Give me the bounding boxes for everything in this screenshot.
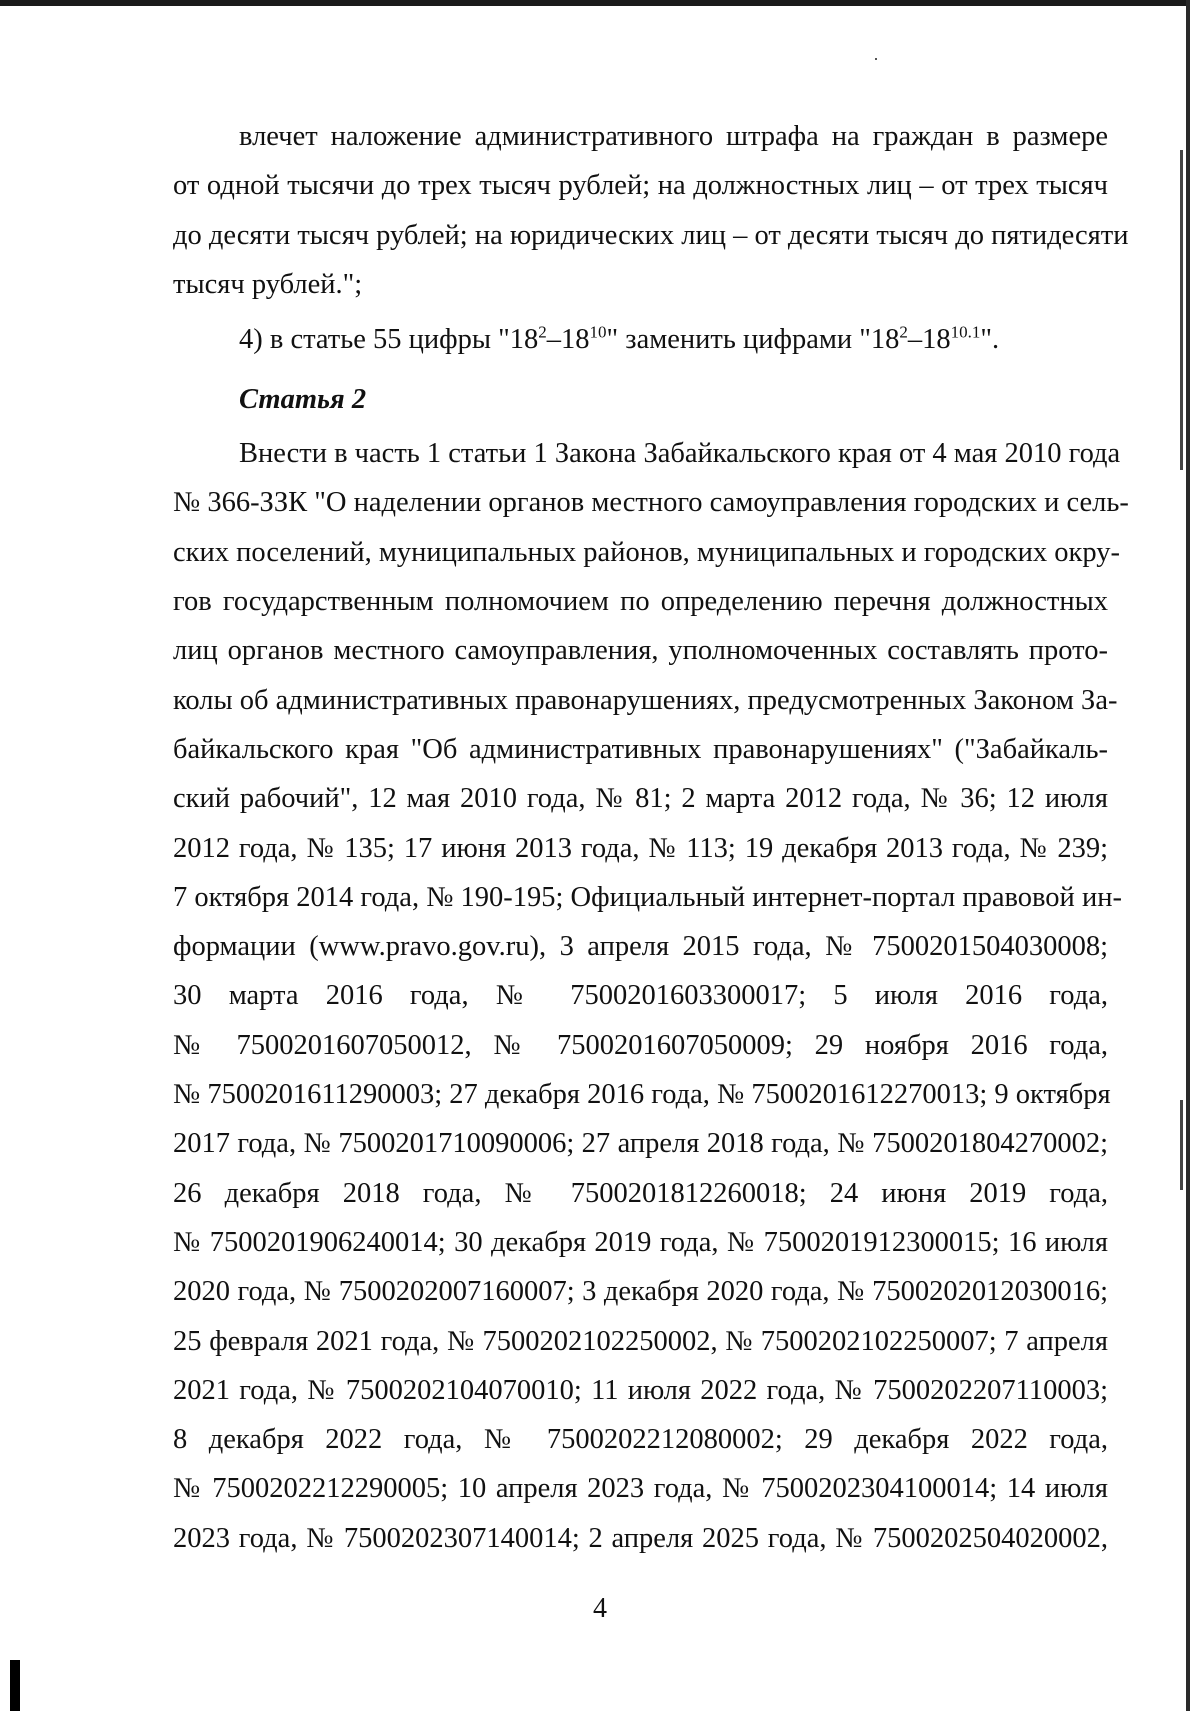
item4-text: " заменить цифрами "18 <box>606 324 900 356</box>
article-heading: Статья 2 <box>239 384 367 416</box>
superscript: 10.1 <box>950 322 981 342</box>
scan-corner-mark <box>10 1660 20 1711</box>
previous-paragraph <box>173 112 1129 309</box>
text-line: от одной тысячи до трех тысяч рублей; на должностных лиц – от трех тысяч <box>173 170 1108 202</box>
text-line: ских поселений, муниципальных районов, муниципальных и городских окру- <box>173 536 1120 568</box>
text-line: № 366-ЗЗК "О наделении органов местного самоуправления городских и сель- <box>173 487 1129 519</box>
text-line: 2021 года, № 7500202104070010; 11 июля 2022 года, № 7500202207110003; <box>173 1374 1108 1406</box>
text-line: 8 декабря 2022 года, № 7500202212080002; 29 декабря 2022 года, <box>173 1424 1108 1456</box>
text-line: гов государственным полномочием по определению перечня должностных <box>173 586 1108 618</box>
superscript: 2 <box>538 322 547 342</box>
text-line: Внести в часть 1 статьи 1 Закона Забайкальского края от 4 мая 2010 года <box>239 438 1121 470</box>
text-line: № 7500202212290005; 10 апреля 2023 года, № 7500202304100014; 14 июля <box>173 1473 1108 1505</box>
text-line: колы об административных правонарушениях, предусмотренных Законом За- <box>173 684 1118 716</box>
page-number: 4 <box>593 1593 607 1624</box>
document-body <box>173 112 1129 1563</box>
text-line: 30 марта 2016 года, № 7500201603300017; 5 июля 2016 года, <box>173 980 1108 1012</box>
text-line: тысяч рублей."; <box>173 268 363 300</box>
text-line: до десяти тысяч рублей; на юридических лиц – от десяти тысяч до пятидесяти <box>173 219 1129 251</box>
scan-right-border <box>1186 0 1190 1711</box>
scan-edge-mark <box>1180 1100 1183 1190</box>
text-line: лиц органов местного самоуправления, уполномоченных составлять прото- <box>173 635 1108 667</box>
text-line: № 7500201607050012, № 7500201607050009; 29 ноября 2016 года, <box>173 1029 1108 1061</box>
text-line: 2023 года, № 7500202307140014; 2 апреля 2025 года, № 7500202504020002, <box>173 1522 1108 1554</box>
text-line: 25 февраля 2021 года, № 7500202102250002, № 7500202102250007; 7 апреля <box>173 1325 1108 1357</box>
item4-tail: ". <box>980 324 1000 356</box>
text-line: 2012 года, № 135; 17 июня 2013 года, № 113; 19 декабря 2013 года, № 239; <box>173 832 1108 864</box>
item4-lead: 4) в статье 55 цифры "18 <box>239 324 539 356</box>
article-2-paragraph <box>173 429 1129 1563</box>
scan-top-border <box>0 0 1188 6</box>
text-line: 2017 года, № 7500201710090006; 27 апреля 2018 года, № 7500201804270002; <box>173 1128 1108 1160</box>
item4-text: –18 <box>907 324 951 356</box>
scan-edge-mark <box>1180 150 1183 470</box>
scan-speck <box>875 58 877 60</box>
text-line: байкальского края "Об административных правонарушениях" ("Забайкаль- <box>173 733 1108 765</box>
text-line: влечет наложение административного штрафа на граждан в размере <box>239 121 1108 152</box>
text-line: № 7500201611290003; 27 декабря 2016 года, № 7500201612270013; 9 октября <box>173 1079 1111 1111</box>
text-line: № 7500201906240014; 30 декабря 2019 года, № 7500201912300015; 16 июля <box>173 1226 1108 1258</box>
text-line: 26 декабря 2018 года, № 7500201812260018; 24 июня 2019 года, <box>173 1177 1108 1209</box>
superscript: 2 <box>899 322 908 342</box>
text-line: 2020 года, № 7500202007160007; 3 декабря 2020 года, № 7500202012030016; <box>173 1276 1108 1308</box>
item4-text: –18 <box>546 324 590 356</box>
text-line: 7 октября 2014 года, № 190-195; Официальный интернет-портал правовой ин- <box>173 881 1122 913</box>
superscript: 10 <box>589 322 607 342</box>
text-line: формации (www.pravo.gov.ru), 3 апреля 2015 года, № 7500201504030008; <box>173 931 1108 963</box>
amendment-item-4 <box>173 309 1108 371</box>
text-line: ский рабочий", 12 мая 2010 года, № 81; 2 марта 2012 года, № 36; 12 июля <box>173 783 1108 815</box>
